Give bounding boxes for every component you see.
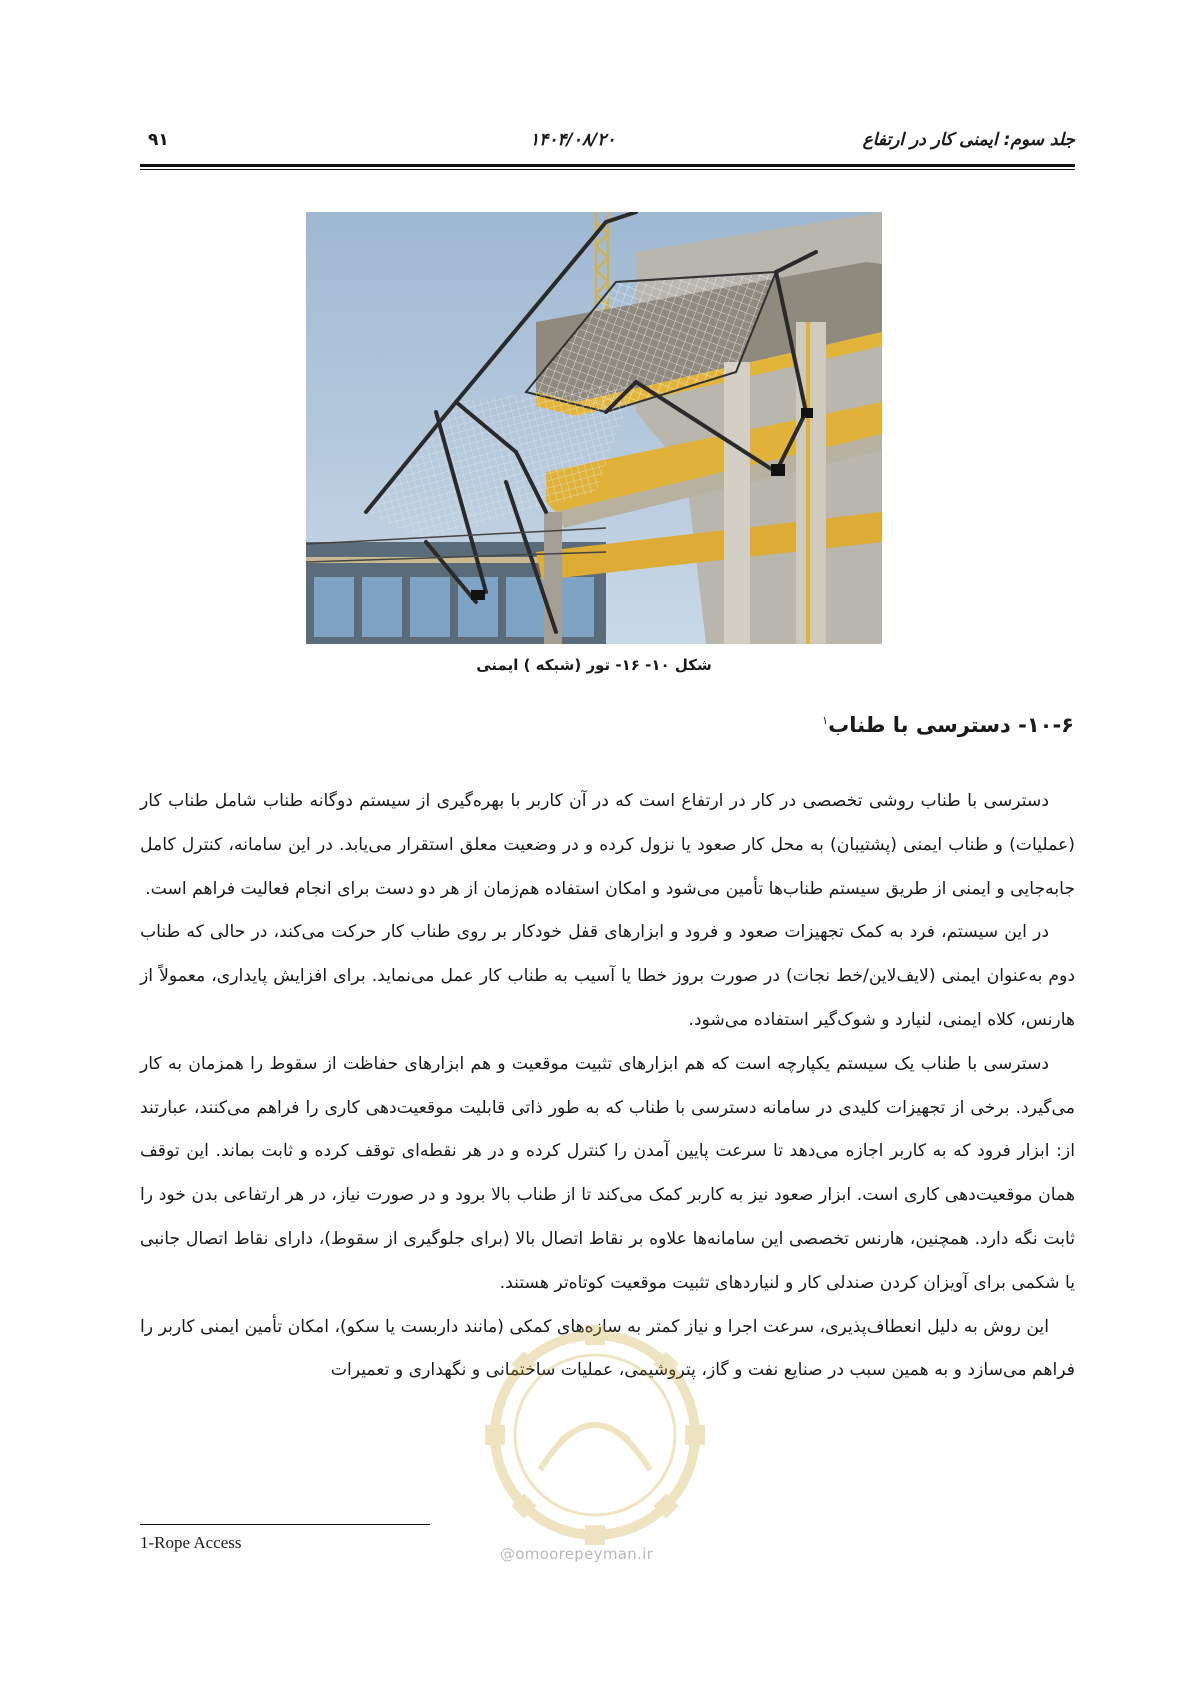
figure-caption: شکل ۱۰- ۱۶- تور (شبکه ) ایمنی xyxy=(476,656,712,674)
footnote-marker: ۱ xyxy=(822,714,829,727)
paragraph: دسترسی با طناب روشی تخصصی در کار در ارتفاع است که در آن کاربر با بهره‌گیری از سیستم دوگانه طناب شامل طناب کار (عملیات) و طناب ایمنی (پشتیبان) به محل کار صعود یا نزول کرده و در وضعیت معلق استقرار می‌یابد. در این سامانه، کنترل کامل جابه‌جایی و ایمنی از طریق سیستم طناب‌ها تأمین می‌شود و امکان استفاده هم‌زمان از هر دو دست برای انجام فعالیت فراهم است. xyxy=(140,791,1075,899)
safety-net-photo xyxy=(306,212,882,644)
paragraph: دسترسی با طناب یک سیستم یکپارچه است که هم ابزارهای تثبیت موقعیت و هم ابزارهای حفاظت از سقوط را همزمان به کار می‌گیرد. برخی از تجهیزات کلیدی در سامانه دسترسی با طناب که به طور ذاتی قابلیت موقعیت‌دهی کاری را فراهم می‌کنند، عبارتند از: ابزار فرود که به کاربر اجازه می‌دهد تا سرعت پایین آمدن را کنترل کرده و در هر نقطه‌ای توقف کرده و ثابت بماند. این توقف همان موقعیت‌دهی کاری است. ابزار صعود نیز به کاربر کمک می‌کند تا از طناب بالا برود و در صورت نیاز، در هر ارتفاعی بدن خود را ثابت نگه دارد. همچنین، هارنس تخصصی این سامانه‌ها علاوه بر نقاط اتصال بالا (برای جلوگیری از سقوط)، دارای نقاط اتصال جانبی یا شکمی برای آویزان کردن صندلی کار و لنیاردهای تثبیت موقعیت کوتاه‌تر هستند. xyxy=(140,1053,1075,1293)
book-title: جلد سوم: ایمنی کار در ارتفاع xyxy=(862,130,1075,150)
header-rule-thin xyxy=(140,169,1075,170)
footnote: 1-Rope Access xyxy=(140,1533,242,1552)
paragraph: در این سیستم، فرد به کمک تجهیزات صعود و فرود و ابزارهای قفل خودکار بر روی طناب کار حرکت می‌کند، در حالی که طناب دوم به‌عنوان ایمنی (لایف‌لاین/خط نجات) در صورت بروز خطا یا آسیب به طناب کار عمل می‌نماید. برای افزایش پایداری، معمولاً از هارنس، کلاه ایمنی، لنیارد و شوک‌گیر استفاده می‌شود. xyxy=(140,922,1075,1030)
body-text xyxy=(140,780,1075,1393)
header-date: ۱۴۰۴/۰۸/۲۰ xyxy=(530,130,616,150)
paragraph: این روش به دلیل انعطاف‌پذیری، سرعت اجرا و نیاز کمتر به سازه‌های کمکی (مانند داربست یا سکو)، امکان تأمین ایمنی کاربر را فراهم می‌سازد و به همین سبب در صنایع نفت و گاز، پتروشیمی، عملیات ساختمانی و نگهداری و تعمیرات xyxy=(140,1316,1075,1381)
watermark-url: @omoorepeyman.ir xyxy=(500,1545,654,1563)
page-number: ۹۱ xyxy=(148,130,169,150)
footnote-rule xyxy=(140,1524,430,1525)
running-header xyxy=(140,130,1075,160)
section-heading-text: ۱۰-۶- دسترسی با طناب xyxy=(828,713,1074,737)
section-heading xyxy=(822,713,1074,737)
header-rule-thick xyxy=(140,164,1075,167)
